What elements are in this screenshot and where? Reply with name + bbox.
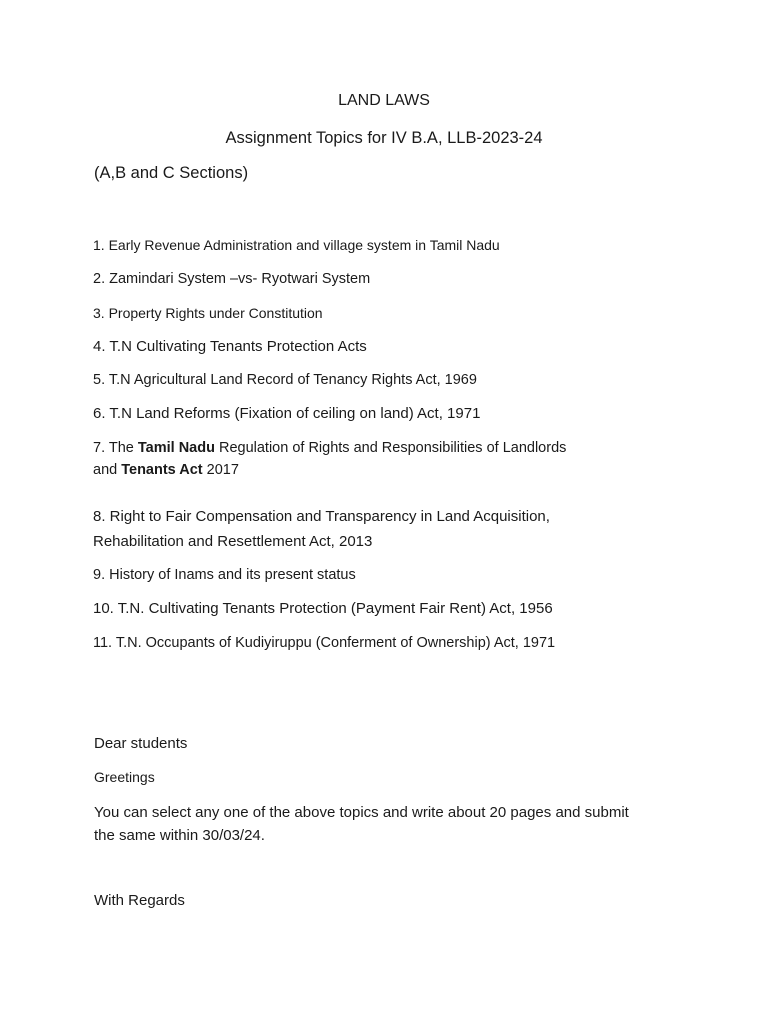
sections-label: (A,B and C Sections) (94, 164, 249, 182)
topic-7-bold-tamil-nadu: Tamil Nadu (137, 440, 215, 456)
instruction-line-1: You can select any one of the above topics and write about 20 pages and submit (94, 804, 629, 821)
topic-7-prefix: 7. The (93, 440, 138, 456)
topic-item-7-line-2 (93, 459, 693, 481)
closing: With Regards (94, 892, 185, 909)
greeting: Greetings (94, 769, 155, 785)
salutation: Dear students (94, 735, 188, 752)
topic-item-8-line-1: 8. Right to Fair Compensation and Transparency in Land Acquisition, (93, 508, 550, 525)
document-subtitle: Assignment Topics for IV B.A, LLB-2023-24 (225, 129, 543, 147)
topic-item-10: 10. T.N. Cultivating Tenants Protection (Payment Fair Rent) Act, 1956 (93, 600, 553, 617)
topic-7-line2-prefix: and (93, 462, 122, 478)
instruction-text (94, 801, 694, 847)
topic-7-bold-tenants-act: Tenants Act (121, 462, 203, 478)
topic-7-line2-rest: 2017 (202, 462, 239, 478)
instruction-line-2: the same within 30/03/24. (94, 827, 265, 844)
topic-7-rest: Regulation of Rights and Responsibilities of Landlords (214, 440, 567, 456)
topic-item-9: 9. History of Inams and its present status (93, 567, 356, 583)
topic-item-5: 5. T.N Agricultural Land Record of Tenancy Rights Act, 1969 (93, 372, 477, 388)
document-title: LAND LAWS (338, 92, 430, 109)
topic-item-3: 3. Property Rights under Constitution (93, 305, 323, 321)
topic-item-11: 11. T.N. Occupants of Kudiyiruppu (Conferment of Ownership) Act, 1971 (93, 635, 556, 651)
topic-item-8-line-2: Rehabilitation and Resettlement Act, 2013 (93, 533, 373, 550)
topic-item-6: 6. T.N Land Reforms (Fixation of ceiling on land) Act, 1971 (93, 405, 481, 422)
topic-item-1: 1. Early Revenue Administration and village system in Tamil Nadu (93, 237, 500, 253)
topic-item-4: 4. T.N Cultivating Tenants Protection Acts (93, 338, 367, 355)
topic-item-7-line-1 (93, 437, 693, 459)
topic-item-2: 2. Zamindari System –vs- Ryotwari System (93, 271, 371, 287)
